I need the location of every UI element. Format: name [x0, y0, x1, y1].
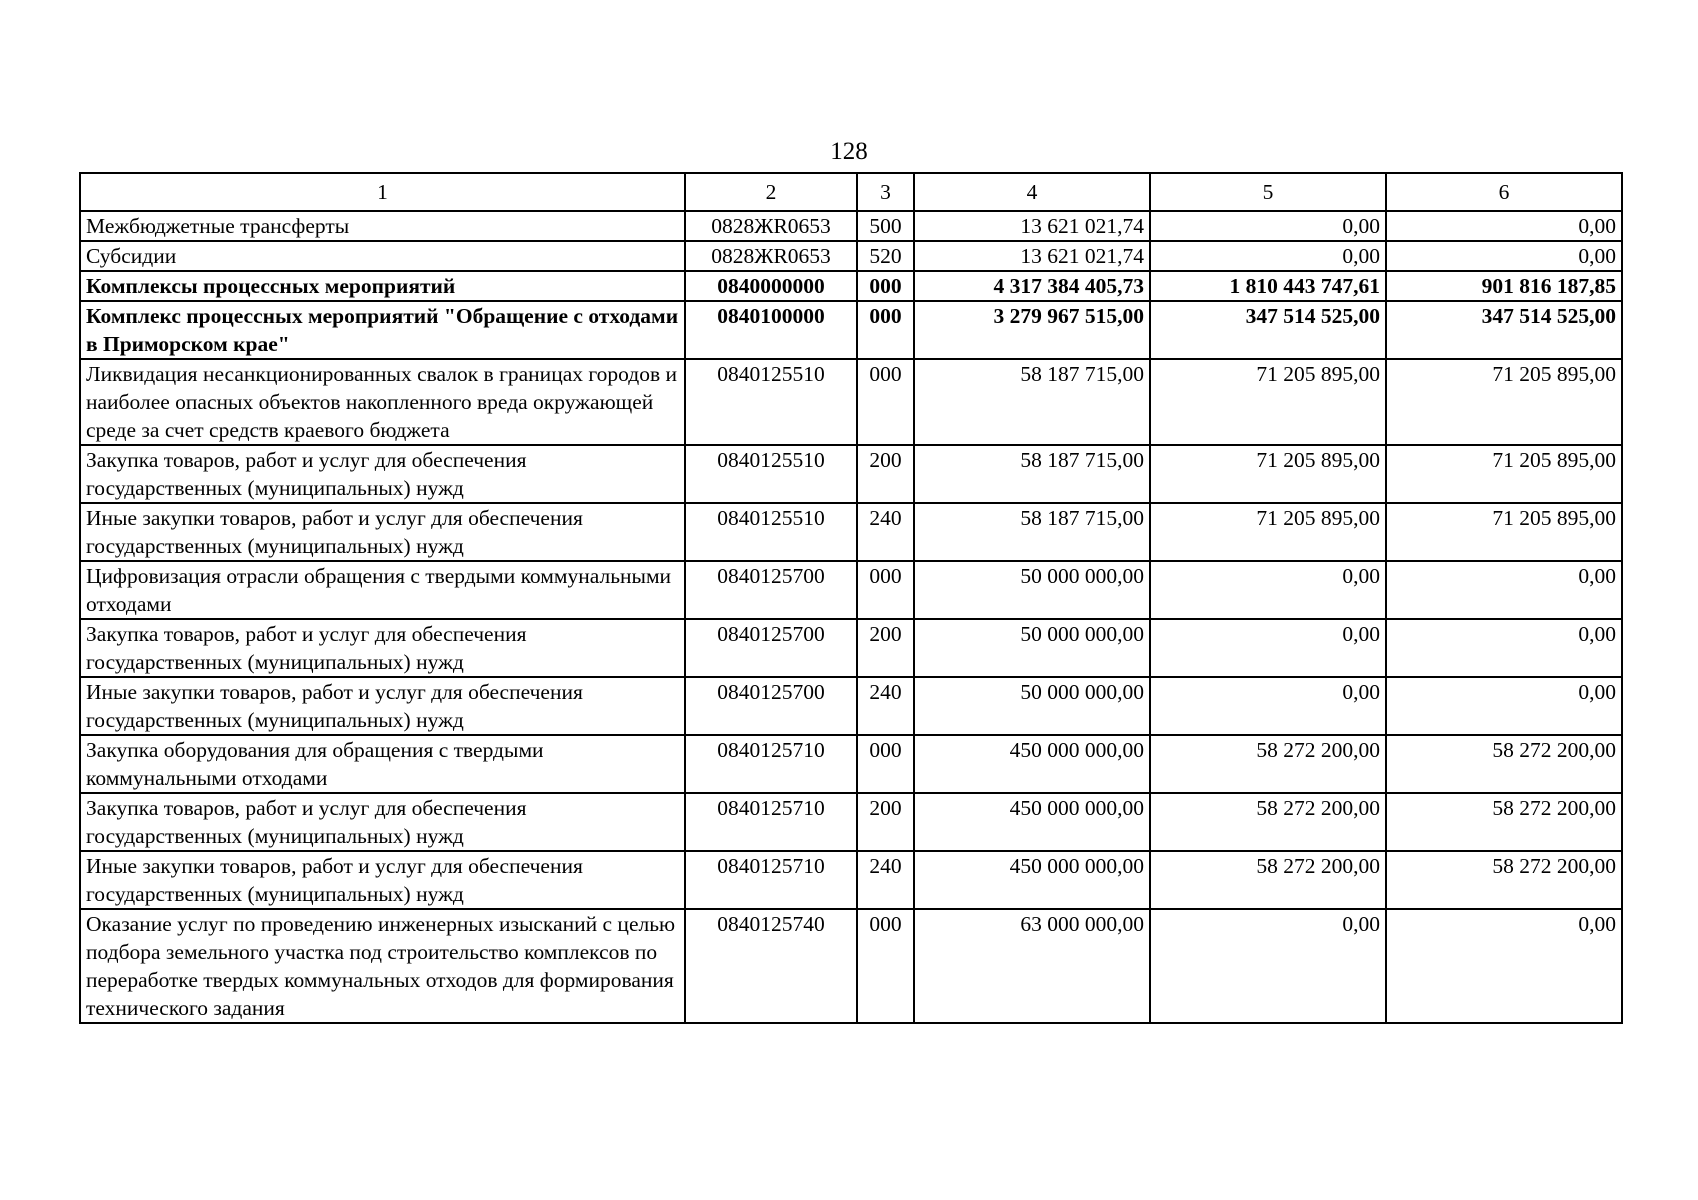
amount-col-6: 0,00: [1386, 677, 1622, 735]
table-row: [80, 909, 1622, 1023]
item-name: Цифровизация отрасли обращения с твердыми коммунальными отходами: [80, 561, 685, 619]
item-name: Иные закупки товаров, работ и услуг для обеспечения государственных (муниципальных) нужд: [80, 503, 685, 561]
target-code: 0840125510: [685, 359, 857, 445]
amount-col-5: 71 205 895,00: [1150, 445, 1386, 503]
amount-col-6: 58 272 200,00: [1386, 793, 1622, 851]
item-name: Комплекс процессных мероприятий "Обращение с отходами в Приморском крае": [80, 301, 685, 359]
table-row: [80, 677, 1622, 735]
target-code: 0840125740: [685, 909, 857, 1023]
amount-col-5: 58 272 200,00: [1150, 793, 1386, 851]
item-name: Закупка оборудования для обращения с твердыми коммунальными отходами: [80, 735, 685, 793]
amount-col-5: 71 205 895,00: [1150, 359, 1386, 445]
amount-col-4: 58 187 715,00: [914, 445, 1150, 503]
expense-kind: 200: [857, 445, 914, 503]
expense-kind: 000: [857, 271, 914, 301]
header-cell-2: 2: [685, 173, 857, 211]
amount-col-4: 3 279 967 515,00: [914, 301, 1150, 359]
amount-col-5: 0,00: [1150, 211, 1386, 241]
target-code: 0828ЖR0653: [685, 241, 857, 271]
header-cell-5: 5: [1150, 173, 1386, 211]
target-code: 0840125510: [685, 445, 857, 503]
item-name: Иные закупки товаров, работ и услуг для обеспечения государственных (муниципальных) нужд: [80, 851, 685, 909]
target-code: 0840125510: [685, 503, 857, 561]
expense-kind: 240: [857, 677, 914, 735]
table-row: [80, 561, 1622, 619]
header-cell-1: 1: [80, 173, 685, 211]
amount-col-6: 71 205 895,00: [1386, 359, 1622, 445]
target-code: 0828ЖR0653: [685, 211, 857, 241]
amount-col-6: 0,00: [1386, 241, 1622, 271]
page-number: 128: [830, 138, 868, 165]
target-code: 0840000000: [685, 271, 857, 301]
table-row: [80, 359, 1622, 445]
item-name: Межбюджетные трансферты: [80, 211, 685, 241]
header-cell-3: 3: [857, 173, 914, 211]
amount-col-5: 0,00: [1150, 241, 1386, 271]
table-row: [80, 619, 1622, 677]
amount-col-4: 450 000 000,00: [914, 793, 1150, 851]
amount-col-4: 50 000 000,00: [914, 619, 1150, 677]
amount-col-6: 71 205 895,00: [1386, 445, 1622, 503]
amount-col-4: 4 317 384 405,73: [914, 271, 1150, 301]
table-body: [80, 211, 1622, 1023]
amount-col-4: 58 187 715,00: [914, 359, 1150, 445]
amount-col-5: 0,00: [1150, 909, 1386, 1023]
amount-col-6: 901 816 187,85: [1386, 271, 1622, 301]
amount-col-6: 0,00: [1386, 211, 1622, 241]
amount-col-6: 0,00: [1386, 909, 1622, 1023]
expense-kind: 520: [857, 241, 914, 271]
table-row: [80, 211, 1622, 241]
amount-col-6: 0,00: [1386, 619, 1622, 677]
amount-col-5: 0,00: [1150, 619, 1386, 677]
amount-col-5: 0,00: [1150, 561, 1386, 619]
amount-col-4: 450 000 000,00: [914, 851, 1150, 909]
amount-col-4: 63 000 000,00: [914, 909, 1150, 1023]
header-cell-4: 4: [914, 173, 1150, 211]
table-row: [80, 241, 1622, 271]
expense-kind: 000: [857, 735, 914, 793]
expense-kind: 000: [857, 909, 914, 1023]
amount-col-5: 0,00: [1150, 677, 1386, 735]
expense-kind: 000: [857, 561, 914, 619]
target-code: 0840125710: [685, 851, 857, 909]
amount-col-4: 50 000 000,00: [914, 561, 1150, 619]
amount-col-5: 58 272 200,00: [1150, 735, 1386, 793]
expense-kind: 200: [857, 793, 914, 851]
header-cell-6: 6: [1386, 173, 1622, 211]
amount-col-6: 0,00: [1386, 561, 1622, 619]
amount-col-5: 1 810 443 747,61: [1150, 271, 1386, 301]
expense-kind: 200: [857, 619, 914, 677]
amount-col-4: 58 187 715,00: [914, 503, 1150, 561]
amount-col-5: 58 272 200,00: [1150, 851, 1386, 909]
table-row: [80, 271, 1622, 301]
target-code: 0840125710: [685, 735, 857, 793]
item-name: Закупка товаров, работ и услуг для обеспечения государственных (муниципальных) нужд: [80, 619, 685, 677]
target-code: 0840125700: [685, 619, 857, 677]
table-row: [80, 735, 1622, 793]
item-name: Ликвидация несанкционированных свалок в границах городов и наиболее опасных объектов накопленного вреда окружающей среде за счет средств краевого бюджета: [80, 359, 685, 445]
item-name: Субсидии: [80, 241, 685, 271]
item-name: Закупка товаров, работ и услуг для обеспечения государственных (муниципальных) нужд: [80, 445, 685, 503]
expense-kind: 000: [857, 301, 914, 359]
table-row: [80, 445, 1622, 503]
amount-col-6: 347 514 525,00: [1386, 301, 1622, 359]
header-row: [80, 173, 1622, 211]
amount-col-4: 13 621 021,74: [914, 211, 1150, 241]
amount-col-5: 71 205 895,00: [1150, 503, 1386, 561]
table-row: [80, 851, 1622, 909]
amount-col-4: 50 000 000,00: [914, 677, 1150, 735]
amount-col-6: 58 272 200,00: [1386, 851, 1622, 909]
item-name: Закупка товаров, работ и услуг для обеспечения государственных (муниципальных) нужд: [80, 793, 685, 851]
target-code: 0840125700: [685, 677, 857, 735]
item-name: Комплексы процессных мероприятий: [80, 271, 685, 301]
target-code: 0840125710: [685, 793, 857, 851]
amount-col-4: 13 621 021,74: [914, 241, 1150, 271]
target-code: 0840125700: [685, 561, 857, 619]
table-row: [80, 503, 1622, 561]
expense-kind: 000: [857, 359, 914, 445]
item-name: Иные закупки товаров, работ и услуг для обеспечения государственных (муниципальных) нужд: [80, 677, 685, 735]
table-row: [80, 793, 1622, 851]
amount-col-6: 58 272 200,00: [1386, 735, 1622, 793]
amount-col-6: 71 205 895,00: [1386, 503, 1622, 561]
target-code: 0840100000: [685, 301, 857, 359]
expense-kind: 240: [857, 851, 914, 909]
amount-col-5: 347 514 525,00: [1150, 301, 1386, 359]
expense-kind: 500: [857, 211, 914, 241]
amount-col-4: 450 000 000,00: [914, 735, 1150, 793]
item-name: Оказание услуг по проведению инженерных изысканий с целью подбора земельного участка под строительство комплексов по переработке твердых коммунальных отходов для формирования технического задания: [80, 909, 685, 1023]
expense-kind: 240: [857, 503, 914, 561]
table-row: [80, 301, 1622, 359]
budget-table: [79, 172, 1623, 1024]
